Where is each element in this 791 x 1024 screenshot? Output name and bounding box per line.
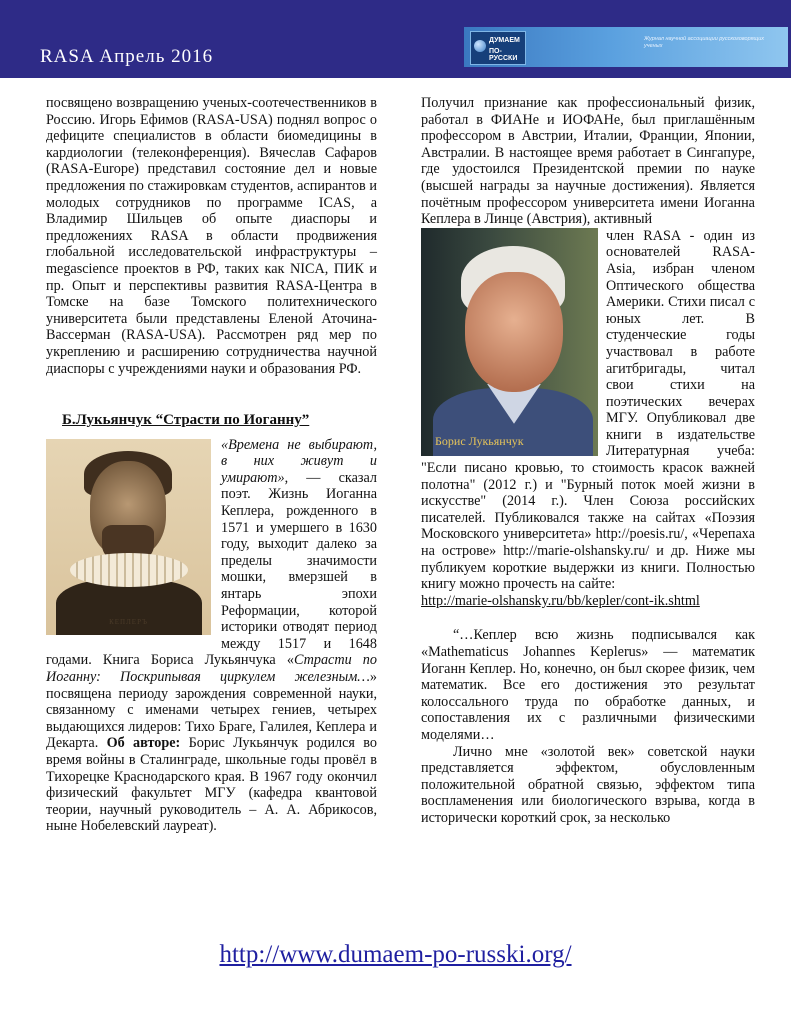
article-paragraph: посвящено возвращению ученых-соотечественников в Россию. Игорь Ефимов (RASA-USA) поднял вопрос о дефиците специалистов в области биомедицины в кардиологии (телеконференция). Вячеслав Сафаров (RASA-Europe) представил состояние дел и новые предложения по стажировкам студентов, аспирантов и молодых сотрудников по программе ICAS, а Владимир Шильцев об опыте диаспоры и предложениях RASA в области продвижения глобальной исследовательской инфраструктуры – megascience проектов в РФ, таких как NICA, ПИК и пр. Опыт и перспективы развития RASA-Центра в Томске на базе Томского политехнического университета были представлены Еленой Аточина-Вассерман (RASA-USA). Рассмотрен ряд мер по укреплению и расширению сотрудничества научной диаспоры с учреждениями науки и образования РФ. — [46, 95, 377, 377]
logo-badge — [470, 31, 526, 65]
logo-line1: ДУМАЕМ — [489, 37, 520, 44]
photo-caption: Борис Лукьянчук — [435, 434, 524, 449]
logo-tagline: Журнал научной ассоциации русскоговорящих ученых — [644, 36, 765, 49]
site-url-link[interactable]: http://www.dumaem-po-russki.org/ — [219, 941, 572, 968]
quote-italic: «Времена не выбирают, в них живут и умирают» — [221, 436, 377, 486]
logo-line2: ПО-РУССКИ — [489, 48, 518, 62]
book-link[interactable]: http://marie-olshansky.ru/bb/kepler/cont-ik.shtml — [421, 592, 700, 609]
globe-icon — [474, 40, 486, 52]
right-column — [421, 95, 755, 827]
book-description: » посвящена периоду зарождения современной науки, связанному с именами четырех гениев, четырех выдающихся лидеров: Тихо Браге, Галилея, Кеплера и Декарта. — [46, 669, 377, 752]
kepler-portrait — [46, 439, 211, 635]
page-header — [0, 0, 791, 78]
kepler-intro — [46, 437, 377, 835]
portrait-caption: КЕПЛЕРЪ — [109, 618, 148, 627]
left-column — [46, 95, 377, 835]
book-excerpt: “…Кеплер всю жизнь подписывался как «Mathematicus Johannes Keplerus» — математик Иоганн Кеплер. Но, конечно, он был скорее физик, чем математик. Все его достижения это результат колоссального труда по обработке данных, и сопоставления их с различными физическими моделями… — [421, 627, 755, 743]
about-author-text: Борис Лукьянчук родился во время войны в Сталинграде, школьные годы провёл в Тихорецке Краснодарского края. В 1967 году окончил физический факультет МГУ (кафедра квантовой теории, научный руководитель – А. А. Абрикосов, ныне Нобелевский лауреат). — [46, 735, 377, 835]
book-title: Страсти по Иоганну: Поскрипывая циркулем железным… — [46, 652, 377, 685]
issue-title: RASA Апрель 2016 — [40, 46, 214, 67]
article-paragraph: Получил признание как профессиональный физик, работал в ФИАНе и ИОФАНе, был приглашённым профессором в Австрии, Италии, Франции, Японии, Австралии. В настоящее время работает в Сингапуре, где удостоился Президентской премии по науке (высшей награды за научные достижения). Является почётным профессором университета имени Иоганна Кеплера в Линце (Австрия), активный — [421, 95, 755, 228]
photo-face — [465, 272, 563, 392]
author-bio — [421, 228, 755, 593]
dumaem-logo-banner[interactable] — [464, 27, 788, 67]
bio-text: член RASA - один из основателей RASA-Asia, избран членом Оптического общества Америки. Стихи писал с юных лет. В студенческие годы участвовал в работе агитбригады, читал свои стихи на поэтических вечерах МГУ. Опубликовал две книги в издательстве Литературная учеба: "Если писано кровью, то стоимость красок важней полотна" (2012 г.) и "Бурный поток моей жизни в искусстве" (2014 г.). Член Союза российских писателей. Публиковался также на сайтах «Поэзия Московского университета» http://poesis.ru/, «Черепаха на острове» http://marie-olshansky.ru/ и др. Ниже мы публикуем короткие выдержки из книги. Полностью книгу можно прочесть на сайте: — [421, 227, 755, 593]
article-heading: Б.Лукьянчук “Страсти по Иоганну” — [62, 412, 310, 429]
author-photo — [421, 228, 598, 456]
page-footer — [0, 941, 791, 969]
quote-continuation: , — сказал поэт. Жизнь Иоганна Кеплера, рожденного в 1571 и умершего в 1630 году, выходит далеко за пределы значимости мошки, вмерзшей в янтарь эпохи Реформации, которой историки отводят период между 1517 и 1648 годами. Книга Бориса Лукьянчука « — [46, 469, 377, 669]
book-excerpt-continued: Лично мне «золотой век» советской науки представляется эффектом, обусловленным положительной обратной связью, эффектом типа воспламенения или биологического взрыва, когда в исторически короткий срок, за несколько — [421, 743, 755, 826]
about-author-label: Об авторе: — [106, 735, 181, 752]
portrait-ruff — [70, 553, 188, 587]
